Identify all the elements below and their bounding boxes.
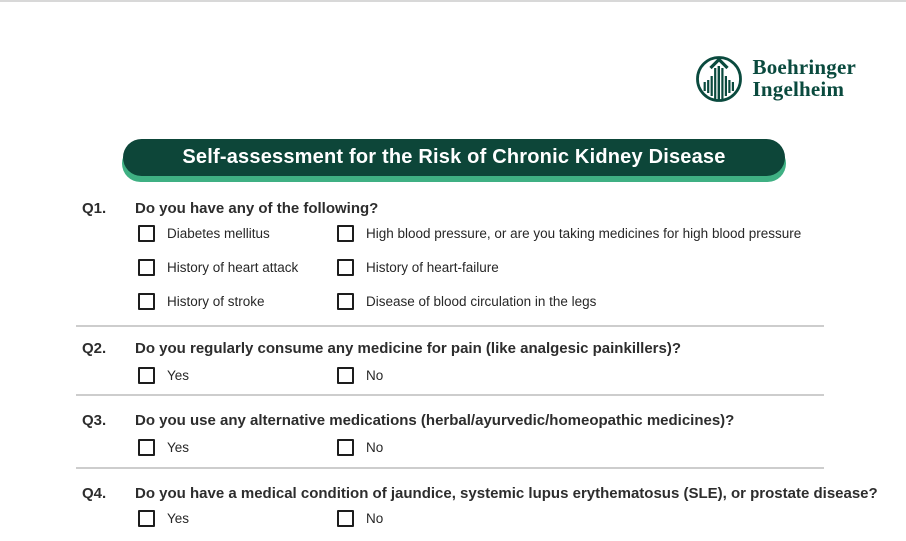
option-label: No <box>366 367 384 383</box>
divider-1 <box>76 325 824 327</box>
divider-3 <box>76 467 824 469</box>
option-label: Yes <box>167 510 190 526</box>
option-label: History of heart-failure <box>366 259 499 275</box>
q2-option-yes[interactable] <box>138 366 189 384</box>
q1-question: Do you have any of the following? <box>135 200 379 217</box>
checkbox-blood-circulation[interactable] <box>337 293 354 310</box>
q3-question: Do you use any alternative medications (herbal/ayurvedic/homeopathic medicines)? <box>135 412 735 429</box>
q1-number: Q1. <box>82 200 107 217</box>
checkbox-diabetes[interactable] <box>138 225 155 242</box>
option-label: Diabetes mellitus <box>167 225 270 241</box>
q3-option-yes[interactable] <box>138 438 189 456</box>
option-label: Disease of blood circulation in the legs <box>366 293 597 309</box>
q1-option-diabetes[interactable] <box>138 224 270 242</box>
q1-option-blood-circulation[interactable] <box>337 292 596 310</box>
brand-name-line1: Boehringer <box>752 55 856 79</box>
q2-number: Q2. <box>82 340 107 357</box>
q4-number: Q4. <box>82 485 107 502</box>
q1-option-heart-attack[interactable] <box>138 258 298 276</box>
option-label: Yes <box>167 367 190 383</box>
checkbox-q3-yes[interactable] <box>138 439 155 456</box>
top-border <box>0 0 906 2</box>
q1-option-high-blood-pressure[interactable] <box>337 224 801 242</box>
q3-option-no[interactable] <box>337 438 383 456</box>
title-banner <box>123 139 785 176</box>
checkbox-q4-yes[interactable] <box>138 510 155 527</box>
q3-number: Q3. <box>82 412 107 429</box>
checkbox-stroke[interactable] <box>138 293 155 310</box>
option-label: History of heart attack <box>167 259 299 275</box>
page-title: Self-assessment for the Risk of Chronic Kidney Disease <box>182 146 726 168</box>
checkbox-heart-failure[interactable] <box>337 259 354 276</box>
checkbox-high-blood-pressure[interactable] <box>337 225 354 242</box>
q4-option-no[interactable] <box>337 509 383 527</box>
brand-name-line2: Ingelheim <box>752 77 845 101</box>
q4-option-yes[interactable] <box>138 509 189 527</box>
checkbox-q2-no[interactable] <box>337 367 354 384</box>
q4-question: Do you have a medical condition of jaundice, systemic lupus erythematosus (SLE), or prostate disease? <box>135 485 878 502</box>
checkbox-q4-no[interactable] <box>337 510 354 527</box>
option-label: No <box>366 510 384 526</box>
divider-2 <box>76 394 824 396</box>
brand-logo <box>694 53 856 103</box>
q2-option-no[interactable] <box>337 366 383 384</box>
checkbox-heart-attack[interactable] <box>138 259 155 276</box>
q1-option-heart-failure[interactable] <box>337 258 499 276</box>
boehringer-emblem-icon <box>694 53 744 103</box>
option-label: High blood pressure, or are you taking medicines for high blood pressure <box>366 225 802 241</box>
option-label: Yes <box>167 439 190 455</box>
brand-name <box>753 56 856 100</box>
q1-option-stroke[interactable] <box>138 292 265 310</box>
checkbox-q2-yes[interactable] <box>138 367 155 384</box>
option-label: No <box>366 439 384 455</box>
q2-question: Do you regularly consume any medicine for pain (like analgesic painkillers)? <box>135 340 681 357</box>
option-label: History of stroke <box>167 293 265 309</box>
checkbox-q3-no[interactable] <box>337 439 354 456</box>
title-banner-pill <box>123 139 785 176</box>
